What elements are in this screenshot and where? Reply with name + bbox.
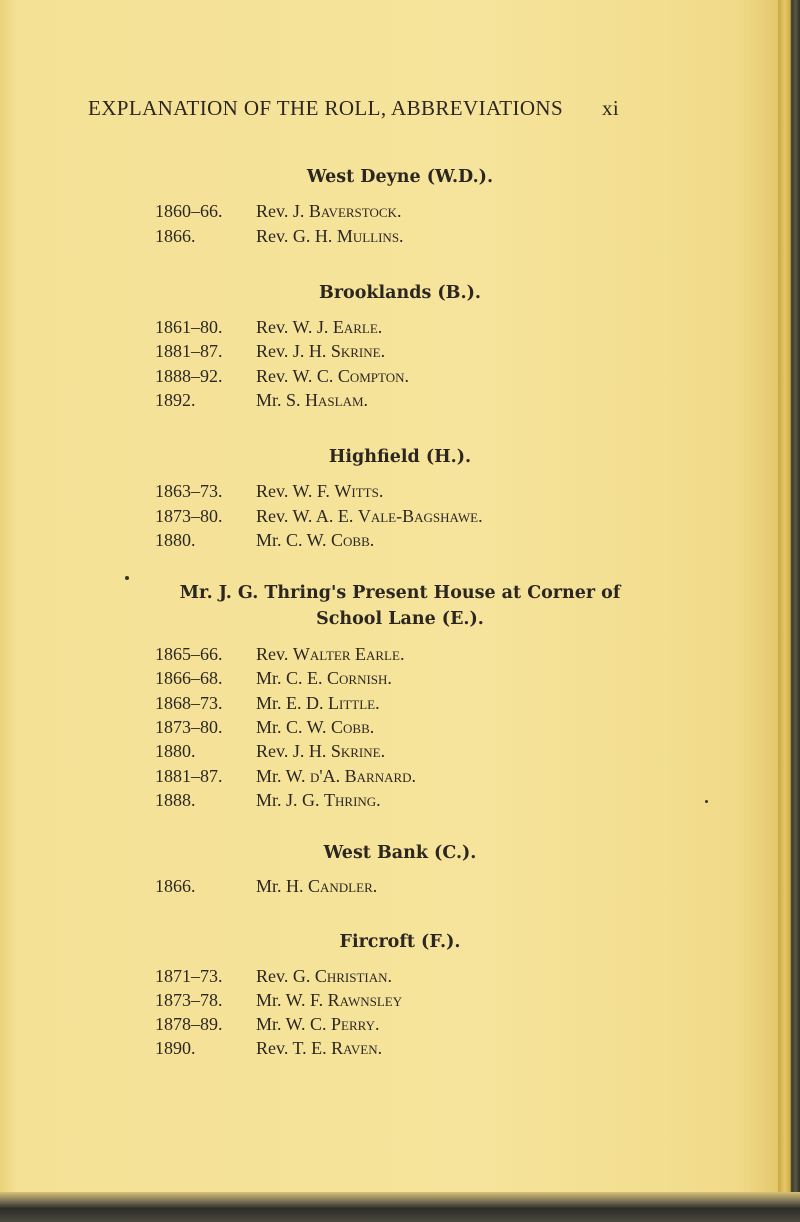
entry-name: Rev. W. J. Earle. — [256, 317, 383, 337]
entry-years: 1878–89. — [155, 1014, 223, 1034]
entry-years: 1880. — [155, 741, 196, 761]
entry-years: 1866–68. — [155, 668, 223, 688]
entry-years: 1863–73. — [155, 481, 223, 501]
section-title-highfield: Highfield (H.). — [328, 447, 472, 467]
entry-name: Mr. C. E. Cornish. — [256, 668, 392, 688]
entry-years: 1888. — [155, 790, 196, 810]
entry-years: 1873–78. — [155, 990, 223, 1010]
entry-years: 1881–87. — [155, 341, 223, 361]
entry-name: Mr. W. d'A. Barnard. — [256, 766, 417, 786]
entry-name: Rev. Walter Earle. — [256, 644, 405, 664]
section-title-west-deyne: West Deyne (W.D.). — [306, 167, 494, 187]
entry-years: 1888–92. — [155, 366, 223, 386]
entry-name: Mr. W. C. Perry. — [256, 1014, 380, 1034]
section-title-brooklands: Brooklands (B.). — [319, 283, 481, 303]
entry-name: Mr. W. F. Rawnsley — [256, 990, 403, 1010]
book-binding-edge — [778, 0, 800, 1222]
entry-name: Rev. J. H. Skrine. — [256, 741, 386, 761]
entry-name: Rev. W. C. Compton. — [256, 366, 410, 386]
entry-years: 1892. — [155, 390, 196, 410]
entry-name: Mr. C. W. Cobb. — [256, 530, 375, 550]
entry-years: 1866. — [155, 226, 196, 246]
entry-name: Rev. J. H. Skrine. — [256, 341, 386, 361]
entry-years: 1890. — [155, 1038, 196, 1058]
section-title-thring-house-line2: School Lane (E.). — [316, 609, 484, 629]
entry-years: 1873–80. — [155, 506, 223, 526]
entry-name: Rev. W. A. E. Vale-Bagshawe. — [256, 506, 483, 526]
header-title: EXPLANATION OF THE ROLL, ABBREVIATIONS — [88, 96, 564, 120]
section-title-west-bank: West Bank (C.). — [323, 843, 477, 863]
entry-years: 1865–66. — [155, 644, 223, 664]
section-title-thring-house: Mr. J. G. Thring's Present House at Corner of — [179, 583, 621, 603]
entry-years: 1866. — [155, 876, 196, 896]
page-number: xi — [602, 96, 620, 120]
entry-years: 1860–66. — [155, 201, 223, 221]
entry-name: Mr. S. Haslam. — [256, 390, 369, 410]
entry-years: 1861–80. — [155, 317, 223, 337]
entry-name: Mr. C. W. Cobb. — [256, 717, 375, 737]
entry-name: Rev. G. Christian. — [256, 966, 392, 986]
entry-name: Rev. T. E. Raven. — [256, 1038, 383, 1058]
entry-name: Mr. E. D. Little. — [256, 693, 380, 713]
entry-years: 1881–87. — [155, 766, 223, 786]
entry-name: Mr. J. G. Thring. — [256, 790, 381, 810]
entry-name: Rev. J. Baverstock. — [256, 201, 402, 221]
entry-name: Rev. W. F. Witts. — [256, 481, 384, 501]
entry-name: Rev. G. H. Mullins. — [256, 226, 404, 246]
entry-years: 1880. — [155, 530, 196, 550]
margin-dot — [705, 800, 708, 803]
entry-name: Mr. H. Candler. — [256, 876, 378, 896]
entry-years: 1871–73. — [155, 966, 223, 986]
entry-years: 1868–73. — [155, 693, 223, 713]
margin-dot — [125, 576, 129, 580]
page-bottom-edge — [0, 1192, 800, 1222]
entry-years: 1873–80. — [155, 717, 223, 737]
section-title-fircroft: Fircroft (F.). — [339, 932, 461, 952]
